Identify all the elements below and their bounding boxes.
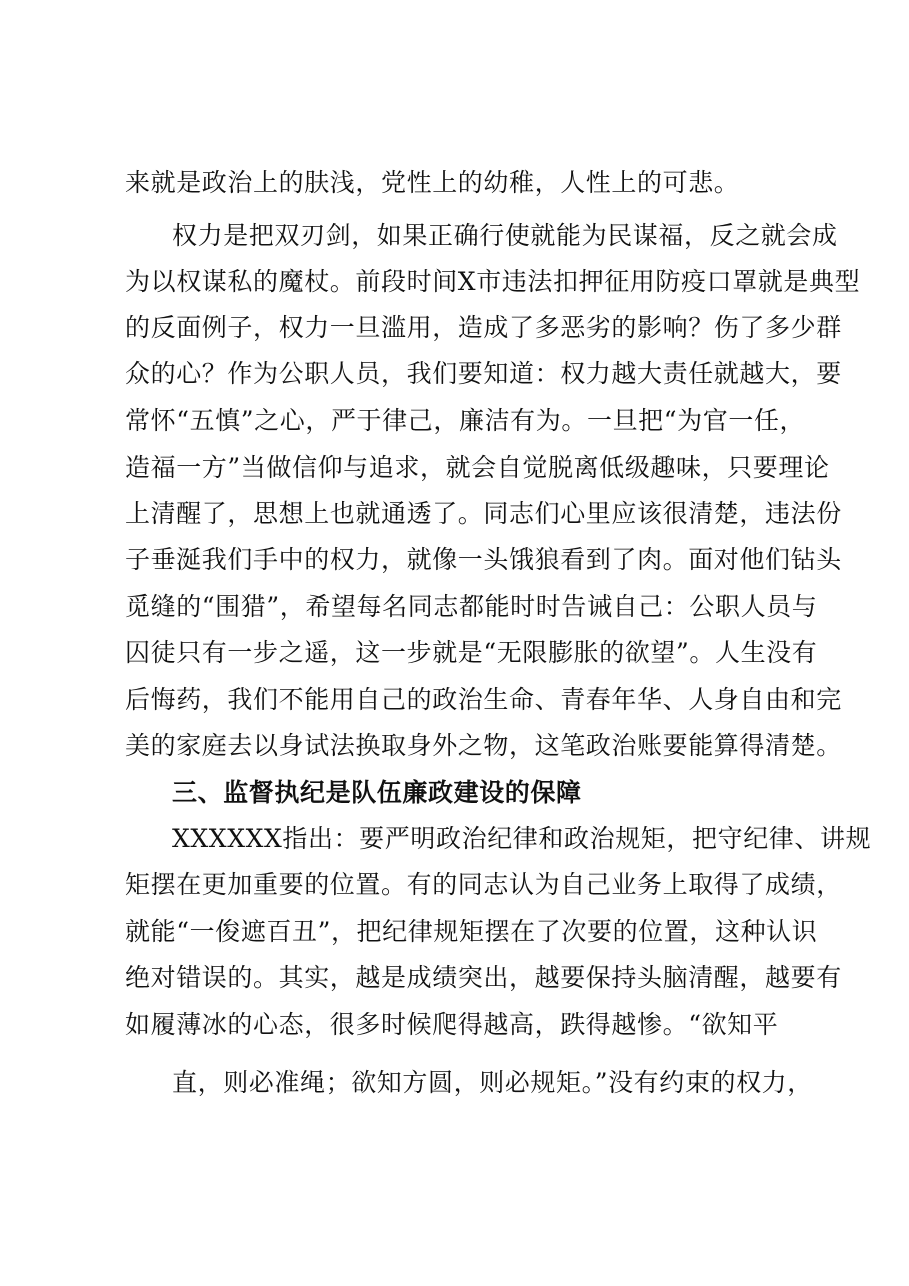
paragraph-line: 后悔药，我们不能用自己的政治生命、青春年华、人身自由和完: [125, 685, 842, 714]
paragraph-line: 美的家庭去以身试法换取身外之物，这笔政治账要能算得清楚。: [125, 731, 842, 760]
paragraph-line: 囚徒只有一步之遥，这一步就是“无限膨胀的欲望”。人生没有: [125, 638, 818, 667]
paragraph-line: 子垂涎我们手中的权力，就像一头饿狼看到了肉。面对他们钻头: [125, 545, 842, 574]
paragraph-line: XXXXXX指出：要严明政治纪律和政治规矩，把守纪律、讲规: [172, 824, 872, 853]
paragraph-line: 觅缝的“围猎”，希望每名同志都能时时告诫自己：公职人员与: [125, 592, 818, 621]
paragraph-line: 来就是政治上的肤浅，党性上的幼稚，人性上的可悲。: [125, 168, 740, 197]
paragraph-line: 矩摆在更加重要的位置。有的同志认为自己业务上取得了成绩，: [125, 870, 842, 899]
section-heading: 三、监督执纪是队伍廉政建设的保障: [172, 778, 582, 807]
paragraph-line: 众的心？作为公职人员，我们要知道：权力越大责任就越大，要: [125, 359, 842, 388]
paragraph-line: 常怀“五慎”之心，严于律己，廉洁有为。一旦把“为官一任，: [125, 406, 806, 435]
paragraph-line: 为以权谋私的魔杖。前段时间X市违法扣押征用防疫口罩就是典型: [125, 267, 861, 296]
paragraph-line: 上清醒了，思想上也就通透了。同志们心里应该很清楚，违法份: [125, 499, 842, 528]
paragraph-line: 如履薄冰的心态，很多时候爬得越高，跌得越惨。“欲知平: [125, 1010, 779, 1039]
paragraph-line: 造福一方”当做信仰与追求，就会自觉脱离低级趣味，只要理论: [125, 453, 830, 482]
paragraph-line: 直，则必准绳；欲知方圆，则必规矩。”没有约束的权力，: [172, 1068, 813, 1097]
paragraph-line: 权力是把双刃剑，如果正确行使就能为民谋福，反之就会成: [172, 221, 838, 250]
paragraph-line: 绝对错误的。其实，越是成绩突出，越要保持头脑清醒，越要有: [125, 963, 842, 992]
paragraph-line: 就能“一俊遮百丑”，把纪律规矩摆在了次要的位置，这种认识: [125, 917, 818, 946]
paragraph-line: 的反面例子，权力一旦滥用，造成了多恶劣的影响？伤了多少群: [125, 313, 842, 342]
